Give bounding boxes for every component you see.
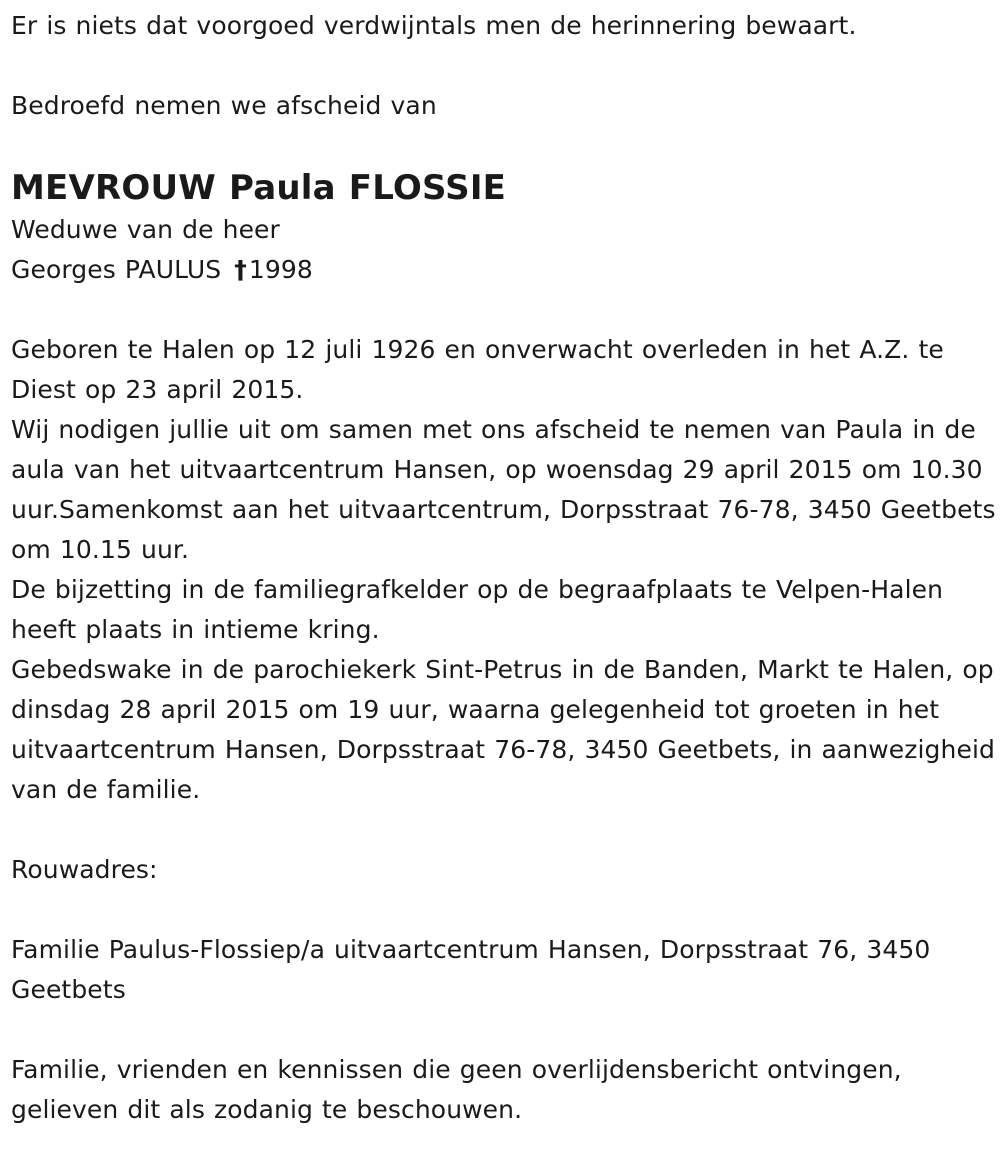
spouse-line [11,250,1000,290]
spouse-name: Georges PAULUS [11,255,222,284]
cross-icon: † [234,255,247,284]
mourning-address-label: Rouwadres: [11,855,158,884]
burial-paragraph: De bijzetting in de familiegrafkelder op de begraafplaats te Velpen-Halen heeft plaats in intieme kring. [11,575,944,644]
mourning-address: Familie Paulus-Flossiep/a uitvaartcentrum Hansen, Dorpsstraat 76, 3450 Geetbets [11,935,931,1004]
spouse-death-year: 1998 [248,255,313,284]
intro-text: Bedroefd nemen we afscheid van [11,91,437,120]
invitation-paragraph: Wij nodigen jullie uit om samen met ons afscheid te nemen van Paula in de aula van het uitvaartcentrum Hansen, op woensdag 29 april 2015 om 10.30 uur.Samenkomst aan het uitvaartcentrum, Dorpsstraat 76-78, 3450 Geetbets om 10.15 uur. [11,415,996,564]
spacer [11,126,1000,166]
birth-death-paragraph: Geboren te Halen op 12 juli 1926 en onverwacht overleden in het A.Z. te Diest op 23 april 2015. [11,335,944,404]
widow-line: Weduwe van de heer [11,215,280,244]
deceased-name: MEVROUW Paula FLOSSIE [11,168,507,208]
spacer [11,890,1000,930]
spacer [11,810,1000,850]
spacer [11,46,1000,86]
spacer [11,290,1000,330]
spacer [11,1010,1000,1050]
wake-paragraph: Gebedswake in de parochiekerk Sint-Petrus in de Banden, Markt te Halen, op dinsdag 28 april 2015 om 19 uur, waarna gelegenheid tot groeten in het uitvaartcentrum Hansen, Dorpsstraat 76-78, 3450 Geetbets, in aanwezigheid van de familie. [11,655,995,804]
epigraph: Er is niets dat voorgoed verdwijntals men de herinnering bewaart. [11,11,857,40]
closing-paragraph: Familie, vrienden en kennissen die geen overlijdensbericht ontvingen, gelieven dit als zodanig te beschouwen. [11,1055,902,1124]
